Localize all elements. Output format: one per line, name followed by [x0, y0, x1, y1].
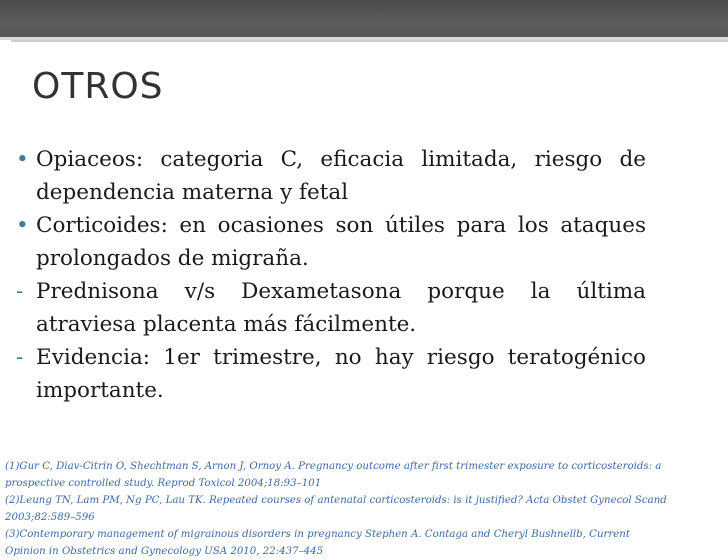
sub-bullet-item [16, 275, 646, 341]
sub-bullet-marker: - [16, 345, 24, 370]
bullet-marker: • [16, 213, 29, 238]
sub-bullet-text: Evidencia: 1er trimestre, no hay riesgo teratogénico importante. [36, 345, 646, 403]
sub-bullet-marker: - [16, 279, 24, 304]
bullet-text: Opiaceos: categoria C, eficacia limitada, riesgo de dependencia materna y fetal [36, 147, 646, 205]
accent-bar [11, 40, 728, 42]
sub-bullet-text: Prednisona v/s Dexametasona porque la última atraviesa placenta más fácilmente. [36, 279, 646, 337]
slide-title: OTROS [32, 66, 164, 107]
reference-line: Opinion in Obstetrics and Gynecology USA 2010, 22:437–445 [5, 546, 324, 557]
references [5, 458, 723, 560]
reference-line: (2)Leung TN, Lam PM, Ng PC, Lau TK. Repeated courses of antenatal corticosteroids: is it justified? Acta Obstet Gynecol Scand [5, 495, 667, 506]
reference-line: prospective controlled study. Reprod Toxicol 2004;18:93–101 [5, 478, 322, 489]
reference-line: 2003;82:589–596 [5, 512, 95, 523]
reference-line: (3)Contemporary management of migrainous disorders in pregnancy Stephen A. Contaga and Cheryl Bushnellb, Current [5, 529, 630, 540]
sub-bullet-item [16, 341, 646, 407]
bullet-list [16, 143, 646, 407]
header-band [0, 0, 728, 37]
bullet-item [16, 209, 646, 275]
bullet-marker: • [16, 147, 29, 172]
bullet-text: Corticoides: en ocasiones son útiles para los ataques prolongados de migraña. [36, 213, 646, 271]
bullet-item [16, 143, 646, 209]
reference-line: (1)Gur C, Diav-Citrin O, Shechtman S, Arnon J, Ornoy A. Pregnancy outcome after first trimester exposure to corticosteroids: a [5, 461, 662, 472]
